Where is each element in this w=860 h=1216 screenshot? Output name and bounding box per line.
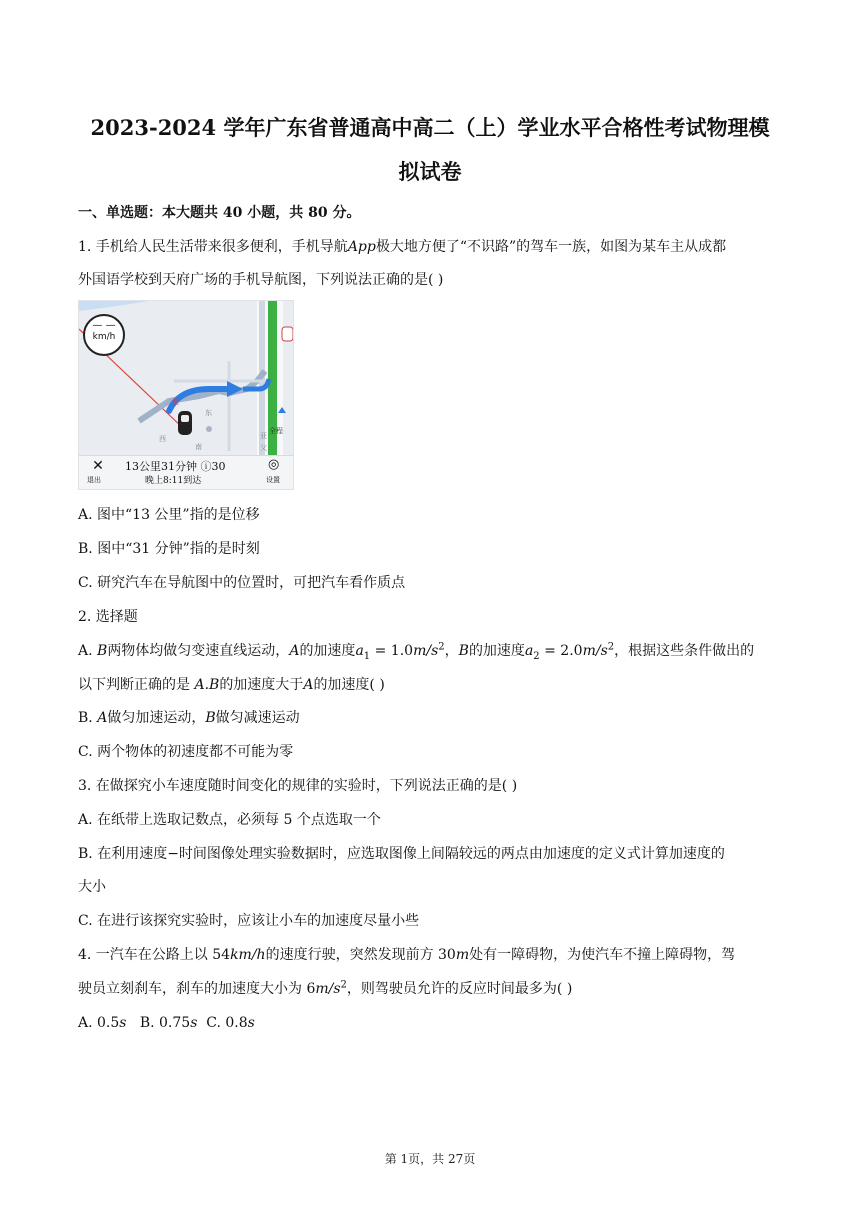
- map-label-ya: 亚: [260, 432, 267, 440]
- q2-sup: 2: [438, 641, 445, 653]
- q4-option-a: A. 0.5: [78, 1015, 120, 1031]
- q2-text: = 1.0: [370, 643, 414, 659]
- q4-sup: 2: [340, 979, 347, 991]
- q1-text: 极大地方便了“不识路”的驾车一族，如图为某车主从成都: [375, 239, 727, 255]
- q2-var: B: [458, 643, 469, 659]
- q4-text: 驶员立刻刹车，刹车的加速度大小为 6: [78, 981, 316, 997]
- q2-var: A: [289, 643, 300, 659]
- q3-option-b-line1: B. 在利用速度−时间图像处理实验数据时，应选取图像上间隔较远的两点由加速度的定义式计算加速度的: [78, 846, 725, 862]
- q4-text: 的速度行驶，突然发现前方 30: [265, 947, 456, 963]
- settings-button-label[interactable]: 设置: [266, 476, 280, 484]
- map-label-south: 南: [195, 443, 202, 451]
- q2-text: 的加速度大于: [219, 677, 304, 693]
- route-summary: 13公里31分钟 ⓘ30: [125, 460, 226, 473]
- q4-option-c: C. 0.8: [197, 1015, 248, 1031]
- speed-unit: km/h: [92, 332, 116, 342]
- q2-unit: m/s: [582, 643, 608, 659]
- q4-options: [78, 1013, 788, 1033]
- arrival-time: 晚上8:11到达: [145, 476, 202, 486]
- map-label-fu: 父: [260, 444, 267, 452]
- q2-text: A.: [78, 643, 98, 659]
- q2-text: = 2.0: [539, 643, 583, 659]
- q2-unit: m/s: [413, 643, 439, 659]
- q2-stem: 2. 选择题: [78, 609, 138, 625]
- section-heading: 一、单选题：本大题共 40 小题，共 80 分。: [78, 205, 361, 221]
- q1-stem-line1: [78, 237, 788, 257]
- q2-text: 做匀减速运动: [215, 710, 300, 726]
- q4-unit: s: [119, 1015, 127, 1031]
- speed-indicator: [83, 314, 125, 356]
- q4-unit: s: [247, 1015, 255, 1031]
- q1-app: App: [347, 239, 376, 255]
- q3-option-c: C. 在进行该探究实验时，应该让小车的加速度尽量小些: [78, 913, 420, 929]
- q2-var: A.B: [194, 677, 220, 693]
- q4-text: 处有一障碍物，为使汽车不撞上障碍物，驾: [469, 947, 736, 963]
- q2-var: a: [524, 643, 534, 659]
- q4-stem-line1: [78, 945, 788, 965]
- q4-text: 4. 一汽车在公路上以 54: [78, 947, 231, 963]
- q2-sub: 2: [533, 650, 540, 662]
- exit-button-label[interactable]: 退出: [87, 476, 101, 484]
- q2-option-a-line1: [78, 641, 788, 661]
- overview-label[interactable]: 全程: [269, 427, 283, 435]
- map-label-west: 西: [159, 435, 166, 443]
- settings-icon[interactable]: ◎: [268, 457, 280, 472]
- q2-option-a-line2: [78, 675, 788, 695]
- q2-text: 的加速度: [299, 643, 356, 659]
- q4-text: ，则驾驶员允许的反应时间最多为( ): [346, 981, 573, 997]
- q4-unit: m: [455, 947, 470, 963]
- q3-option-a: A. 在纸带上选取记数点，必须每 5 个点选取一个: [78, 812, 381, 828]
- q2-text: 的加速度: [468, 643, 525, 659]
- q2-sup: 2: [607, 641, 615, 653]
- q2-sub: 1: [363, 650, 371, 662]
- q2-text: 的加速度( ): [313, 677, 385, 693]
- speed-dash: — —: [92, 320, 116, 331]
- q2-option-b: [78, 708, 788, 728]
- page-title-line1: 2023-2024 学年广东省普通高中高二（上）学业水平合格性考试物理模: [90, 115, 770, 140]
- q2-text: B.: [78, 710, 98, 726]
- map-label-east: 东: [205, 409, 212, 417]
- q2-option-c: C. 两个物体的初速度都不可能为零: [78, 744, 294, 760]
- navigation-map-image: [78, 300, 294, 490]
- page-footer: 第 1页，共 27页: [384, 1152, 476, 1166]
- close-icon[interactable]: ✕: [92, 458, 104, 474]
- q3-option-b-line2: 大小: [78, 879, 106, 895]
- q1-text: 1. 手机给人民生活带来很多便利，手机导航: [78, 239, 348, 255]
- map-label-north: 北: [172, 398, 179, 406]
- q3-stem: 3. 在做探究小车速度随时间变化的规律的实验时，下列说法正确的是( ): [78, 778, 518, 794]
- q2-var: A: [97, 710, 108, 726]
- q2-text: ，根据这些条件做出的: [614, 643, 755, 659]
- q2-var: B: [205, 710, 216, 726]
- q1-option-a: A. 图中“13 公里”指的是位移: [78, 507, 260, 523]
- q1-option-c: C. 研究汽车在导航图中的位置时，可把汽车看作质点: [78, 575, 406, 591]
- route-info-bar: [79, 455, 293, 490]
- q2-text: 以下判断正确的是: [78, 677, 195, 693]
- q4-stem-line2: [78, 979, 788, 999]
- q2-var: B: [97, 643, 108, 659]
- q2-text: ，: [444, 643, 459, 659]
- q2-var: a: [355, 643, 364, 659]
- q2-var: A: [303, 677, 314, 693]
- q2-text: 两物体均做匀变速直线运动，: [107, 643, 290, 659]
- q4-unit: m/s: [315, 981, 341, 997]
- q4-option-b: B. 0.75: [126, 1015, 191, 1031]
- q1-option-b: B. 图中“31 分钟”指的是时刻: [78, 541, 260, 557]
- q4-unit: km/h: [230, 947, 266, 963]
- q4-unit: s: [190, 1015, 198, 1031]
- q1-stem-line2: 外国语学校到天府广场的手机导航图，下列说法正确的是( ): [78, 272, 444, 288]
- page-title-line2: 拟试卷: [398, 159, 462, 184]
- q2-text: 做匀加速运动，: [107, 710, 206, 726]
